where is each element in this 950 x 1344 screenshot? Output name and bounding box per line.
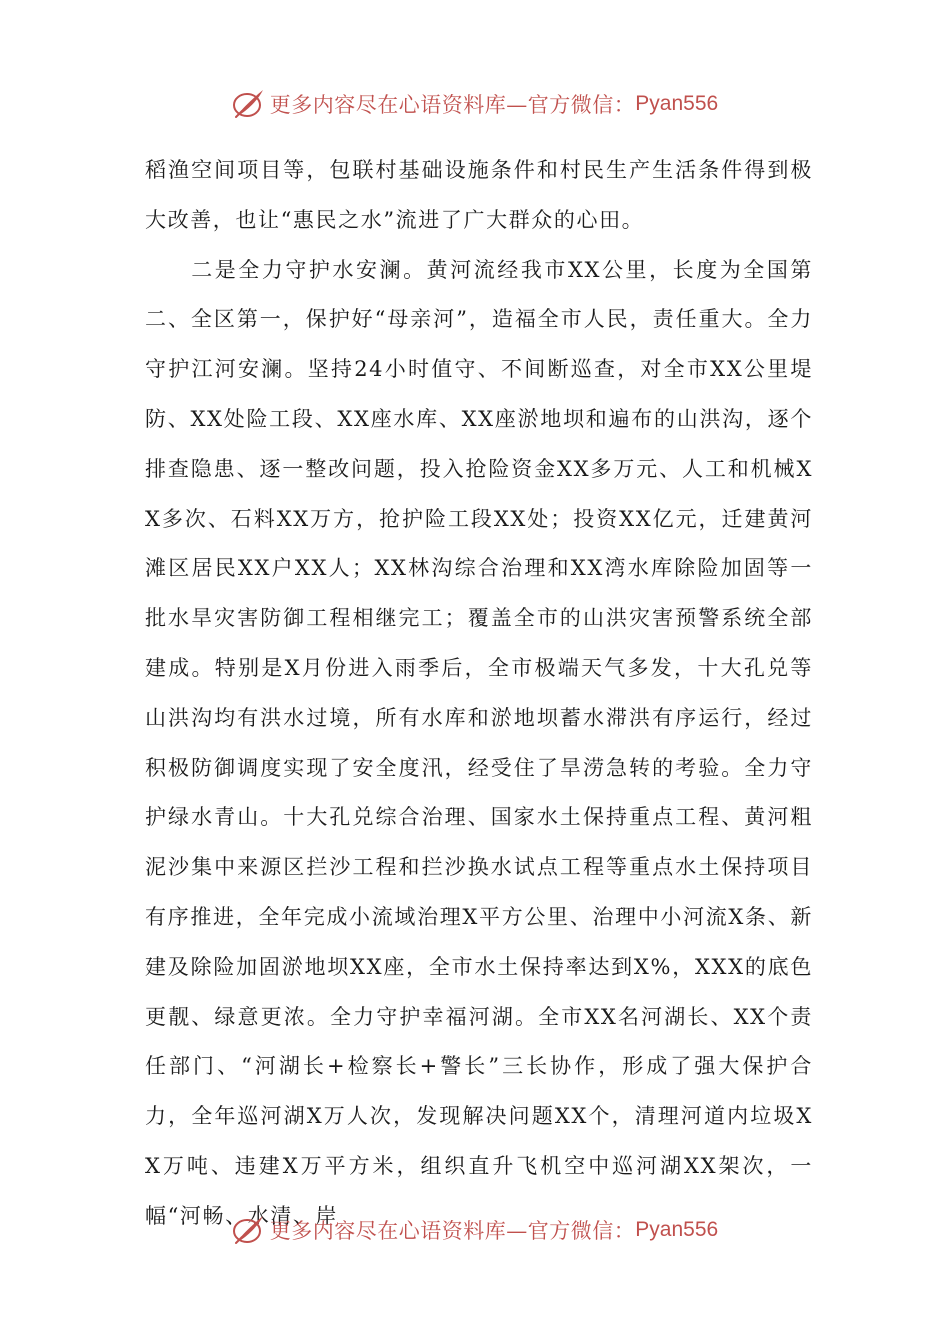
quill-pen-logo-icon	[232, 1213, 266, 1247]
header-banner	[0, 84, 950, 124]
footer-banner-wechat-id: Pyan556	[635, 1218, 719, 1241]
header-banner-content	[232, 87, 718, 121]
footer-banner	[0, 1210, 950, 1250]
paragraph-water-safety: 二是全力守护水安澜。黄河流经我市XX公里，长度为全国第二、全区第一，保护好“母亲河”，造福全市人民，责任重大。全力守护江河安澜。坚持24小时值守、不间断巡查，对全市XX公里堤防、XX处险工段、XX座水库、XX座淤地坝和遍布的山洪沟，逐个排查隐患、逐一整改问题，投入抢险资金XX多万元、人工和机械XX多次、石料XX万方，抢护险工段XX处；投资XX亿元，迁建黄河滩区居民XX户XX人；XX林沟综合治理和XX湾水库除险加固等一批水旱灾害防御工程相继完工；覆盖全市的山洪灾害预警系统全部建成。特别是X月份进入雨季后，全市极端天气多发，十大孔兑等山洪沟均有洪水过境，所有水库和淤地坝蓄水滞洪有序运行，经过积极防御调度实现了安全度汛，经受住了旱涝急转的考验。全力守护绿水青山。十大孔兑综合治理、国家水土保持重点工程、黄河粗泥沙集中来源区拦沙工程和拦沙换水试点工程等重点水土保持项目有序推进，全年完成小流域治理X平方公里、治理中小河流X条、新建及除险加固淤地坝XX座，全市水土保持率达到X%，XXX的底色更靓、绿意更浓。全力守护幸福河湖。全市XX名河湖长、XX个责任部门、“河湖长+检察长+警长”三长协作，形成了强大保护合力，全年巡河湖X万人次，发现解决问题XX个，清理河道内垃圾XX万吨、违建X万平方米，组织直升飞机空中巡河湖XX架次，一幅“河畅、水清、岸	[145, 257, 813, 1228]
quill-pen-logo-icon	[232, 87, 266, 121]
document-body	[145, 146, 813, 1242]
footer-banner-text: 更多内容尽在心语资料库—官方微信：	[269, 1219, 636, 1243]
header-banner-text: 更多内容尽在心语资料库—官方微信：	[269, 93, 636, 117]
paragraph-continuation: 稻渔空间项目等，包联村基础设施条件和村民生产生活条件得到极大改善，也让“惠民之水”流进了广大群众的心田。	[145, 158, 813, 232]
header-banner-wechat-id: Pyan556	[635, 92, 719, 115]
footer-banner-content	[232, 1213, 718, 1247]
